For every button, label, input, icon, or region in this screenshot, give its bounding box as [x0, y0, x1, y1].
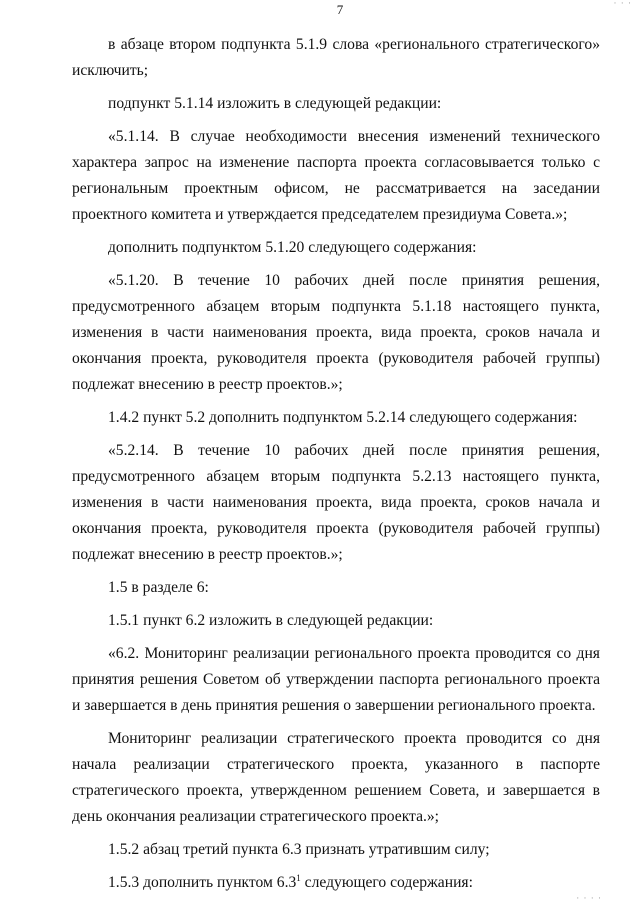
paragraph-7: «5.2.14. В течение 10 рабочих дней после принятия решения, предусмотренного абзацем вторым подпункта 5.2.13 настоящего пункта, изменения в части наименования проекта, вида проекта, сроков начала и окончания проекта, руководителя проекта (руководителя рабочей группы) подлежат внесению в реестр проектов.»;: [72, 442, 600, 563]
scan-mark-bottom: · · · ·: [576, 893, 602, 903]
page-number: 7: [336, 2, 344, 17]
superscript-index: 1: [296, 872, 301, 883]
paragraph-2: подпункт 5.1.14 изложить в следующей редакции:: [108, 95, 442, 112]
paragraph-4: дополнить подпунктом 5.1.20 следующего содержания:: [108, 239, 477, 256]
paragraph-13: [72, 870, 600, 896]
paragraph-13-tail: следующего содержания:: [300, 874, 473, 891]
paragraph-3: «5.1.14. В случае необходимости внесения изменений технического характера запрос на изменение паспорта проекта согласовывается только с региональным проектным офисом, не рассматривается на заседании проектного комитета и утверждается председателем президиума Совета.»;: [72, 128, 600, 223]
paragraph-13-text: 1.5.3 дополнить пунктом 6.3: [108, 874, 297, 891]
paragraph-6: 1.4.2 пункт 5.2 дополнить подпунктом 5.2.14 следующего содержания:: [108, 409, 578, 426]
paragraph-10: «6.2. Мониторинг реализации регионального проекта проводится со дня принятия решения Советом об утверждении паспорта регионального проекта и завершается в день принятия решения о завершении регионального проекта.: [72, 645, 600, 714]
document-body: [72, 32, 600, 903]
scan-mark-top: · · ·: [613, 0, 632, 8]
paragraph-12: 1.5.2 абзац третий пункта 6.3 признать утратившим силу;: [108, 841, 490, 858]
paragraph-5: «5.1.20. В течение 10 рабочих дней после принятия решения, предусмотренного абзацем вторым подпункта 5.1.18 настоящего пункта, изменения в части наименования проекта, вида проекта, сроков начала и окончания проекта, руководителя проекта (руководителя рабочей группы) подлежат внесению в реестр проектов.»;: [72, 272, 600, 393]
paragraph-11: Мониторинг реализации стратегического проекта проводится со дня начала реализации стратегического проекта, указанного в паспорте стратегического проекта, утвержденном решением Совета, и завершается в день окончания реализации стратегического проекта.»;: [72, 730, 600, 825]
paragraph-8: 1.5 в разделе 6:: [108, 579, 209, 596]
paragraph-1: в абзаце втором подпункта 5.1.9 слова «регионального стратегического» исключить;: [72, 36, 600, 79]
paragraph-9: 1.5.1 пункт 6.2 изложить в следующей редакции:: [108, 612, 434, 629]
